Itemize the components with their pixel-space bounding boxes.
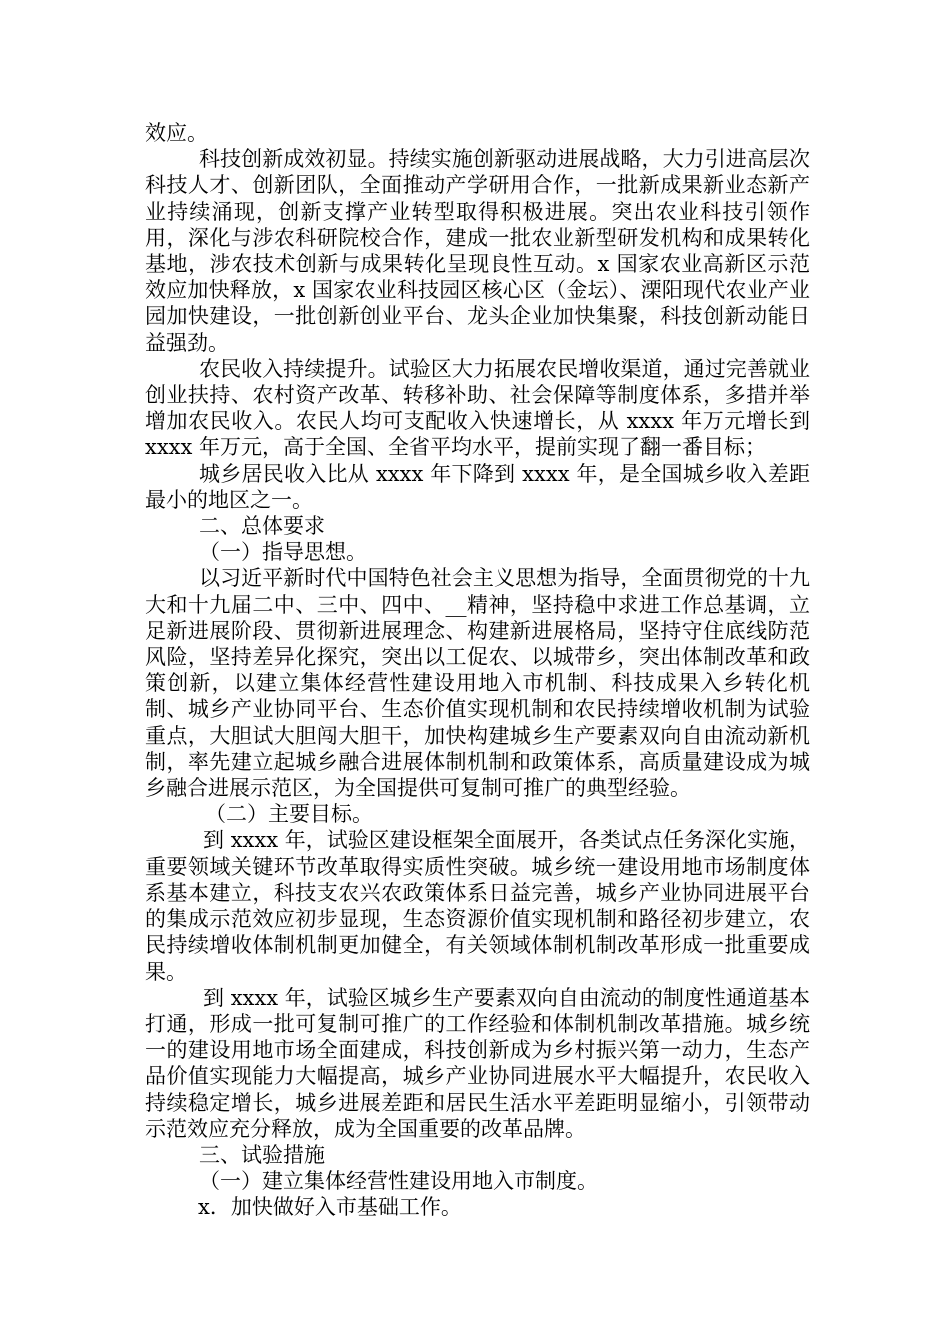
paragraph-goal-first: 到 xxxx 年，试验区建设框架全面展开，各类试点任务深化实施，重要领域关键环节改革取得实质性突破。城乡统一建设用地市场制度体系基本建立，科技支农兴农政策体系日益完善，城乡产业协同进展平台的集成示范效应初步显现，生态资源价值实现机制和路径初步建立，农民持续增收体制机制更加健全，有关领域体制机制改革形成一批重要成果。: [145, 828, 810, 984]
paragraph-farmer-income: 农民收入持续提升。试验区大力拓展农民增收渠道，通过完善就业创业扶持、农村资产改革、转移补助、社会保障等制度体系，多措并举增加农民收入。农民人均可支配收入快速增长，从 xxxx 年万元增长到 xxxx 年万元，高于全国、全省平均水平，提前实现了翻一番目标；: [145, 356, 810, 460]
heading-guiding-ideology: （一）指导思想。: [199, 540, 367, 565]
document-body: [145, 120, 810, 1221]
heading-general-requirements: 二、总体要求: [199, 514, 325, 539]
paragraph-goal-second: 到 xxxx 年，试验区城乡生产要素双向自由流动的制度性通道基本打通，形成一批可复制可推广的工作经验和体制机制改革措施。城乡统一的建设用地市场全面建成，科技创新成为乡村振兴第一动力，生态产品价值实现能力大幅提高，城乡产业协同进展水平大幅提升，农民收入持续稳定增长，城乡进展差距和居民生活水平差距明显缩小，引领带动示范效应充分释放，成为全国重要的改革品牌。: [145, 985, 810, 1141]
heading-land-market: （一）建立集体经营性建设用地入市制度。: [199, 1169, 598, 1194]
heading-main-goals: （二）主要目标。: [205, 802, 373, 827]
paragraph-effect-end: 效应。: [145, 121, 208, 145]
heading-basic-work: x．加快做好入市基础工作。: [198, 1195, 462, 1220]
paragraph-tech-innovation: 科技创新成效初显。持续实施创新驱动进展战略，大力引进高层次科技人才、创新团队，全面推动产学研用合作，一批新成果新业态新产业持续涌现，创新支撑产业转型取得积极进展。突出农业科技引领作用，深化与涉农科研院校合作，建成一批农业新型研发机构和成果转化基地，涉农技术创新与成果转化呈现良性互动。x 国家农业高新区示范效应加快释放，x 国家农业科技园区核心区（金坛）、溧阳现代农业产业园加快建设，一批创新创业平台、龙头企业加快集聚，科技创新动能日益强劲。: [145, 147, 810, 355]
paragraph-income-ratio: 城乡居民收入比从 xxxx 年下降到 xxxx 年，是全国城乡收入差距最小的地区之一。: [145, 461, 810, 512]
paragraph-guiding-ideology: 以习近平新时代中国特色社会主义思想为指导，全面贯彻党的十九大和十九届二中、三中、四中、__精神，坚持稳中求进工作总基调，立足新进展阶段、贯彻新进展理念、构建新进展格局，坚持守住底线防范风险，坚持差异化探究，突出以工促农、以城带乡，突出体制改革和政策创新，以建立集体经营性建设用地入市机制、科技成果入乡转化机制、城乡产业协同平台、生态价值实现机制和农民持续增收机制为试验重点，大胆试大胆闯大胆干，加快构建城乡生产要素双向自由流动新机制，率先建立起城乡融合进展体制机制和政策体系，高质量建设成为城乡融合进展示范区，为全国提供可复制可推广的典型经验。: [145, 566, 810, 801]
heading-trial-measures: 三、试验措施: [199, 1142, 325, 1167]
